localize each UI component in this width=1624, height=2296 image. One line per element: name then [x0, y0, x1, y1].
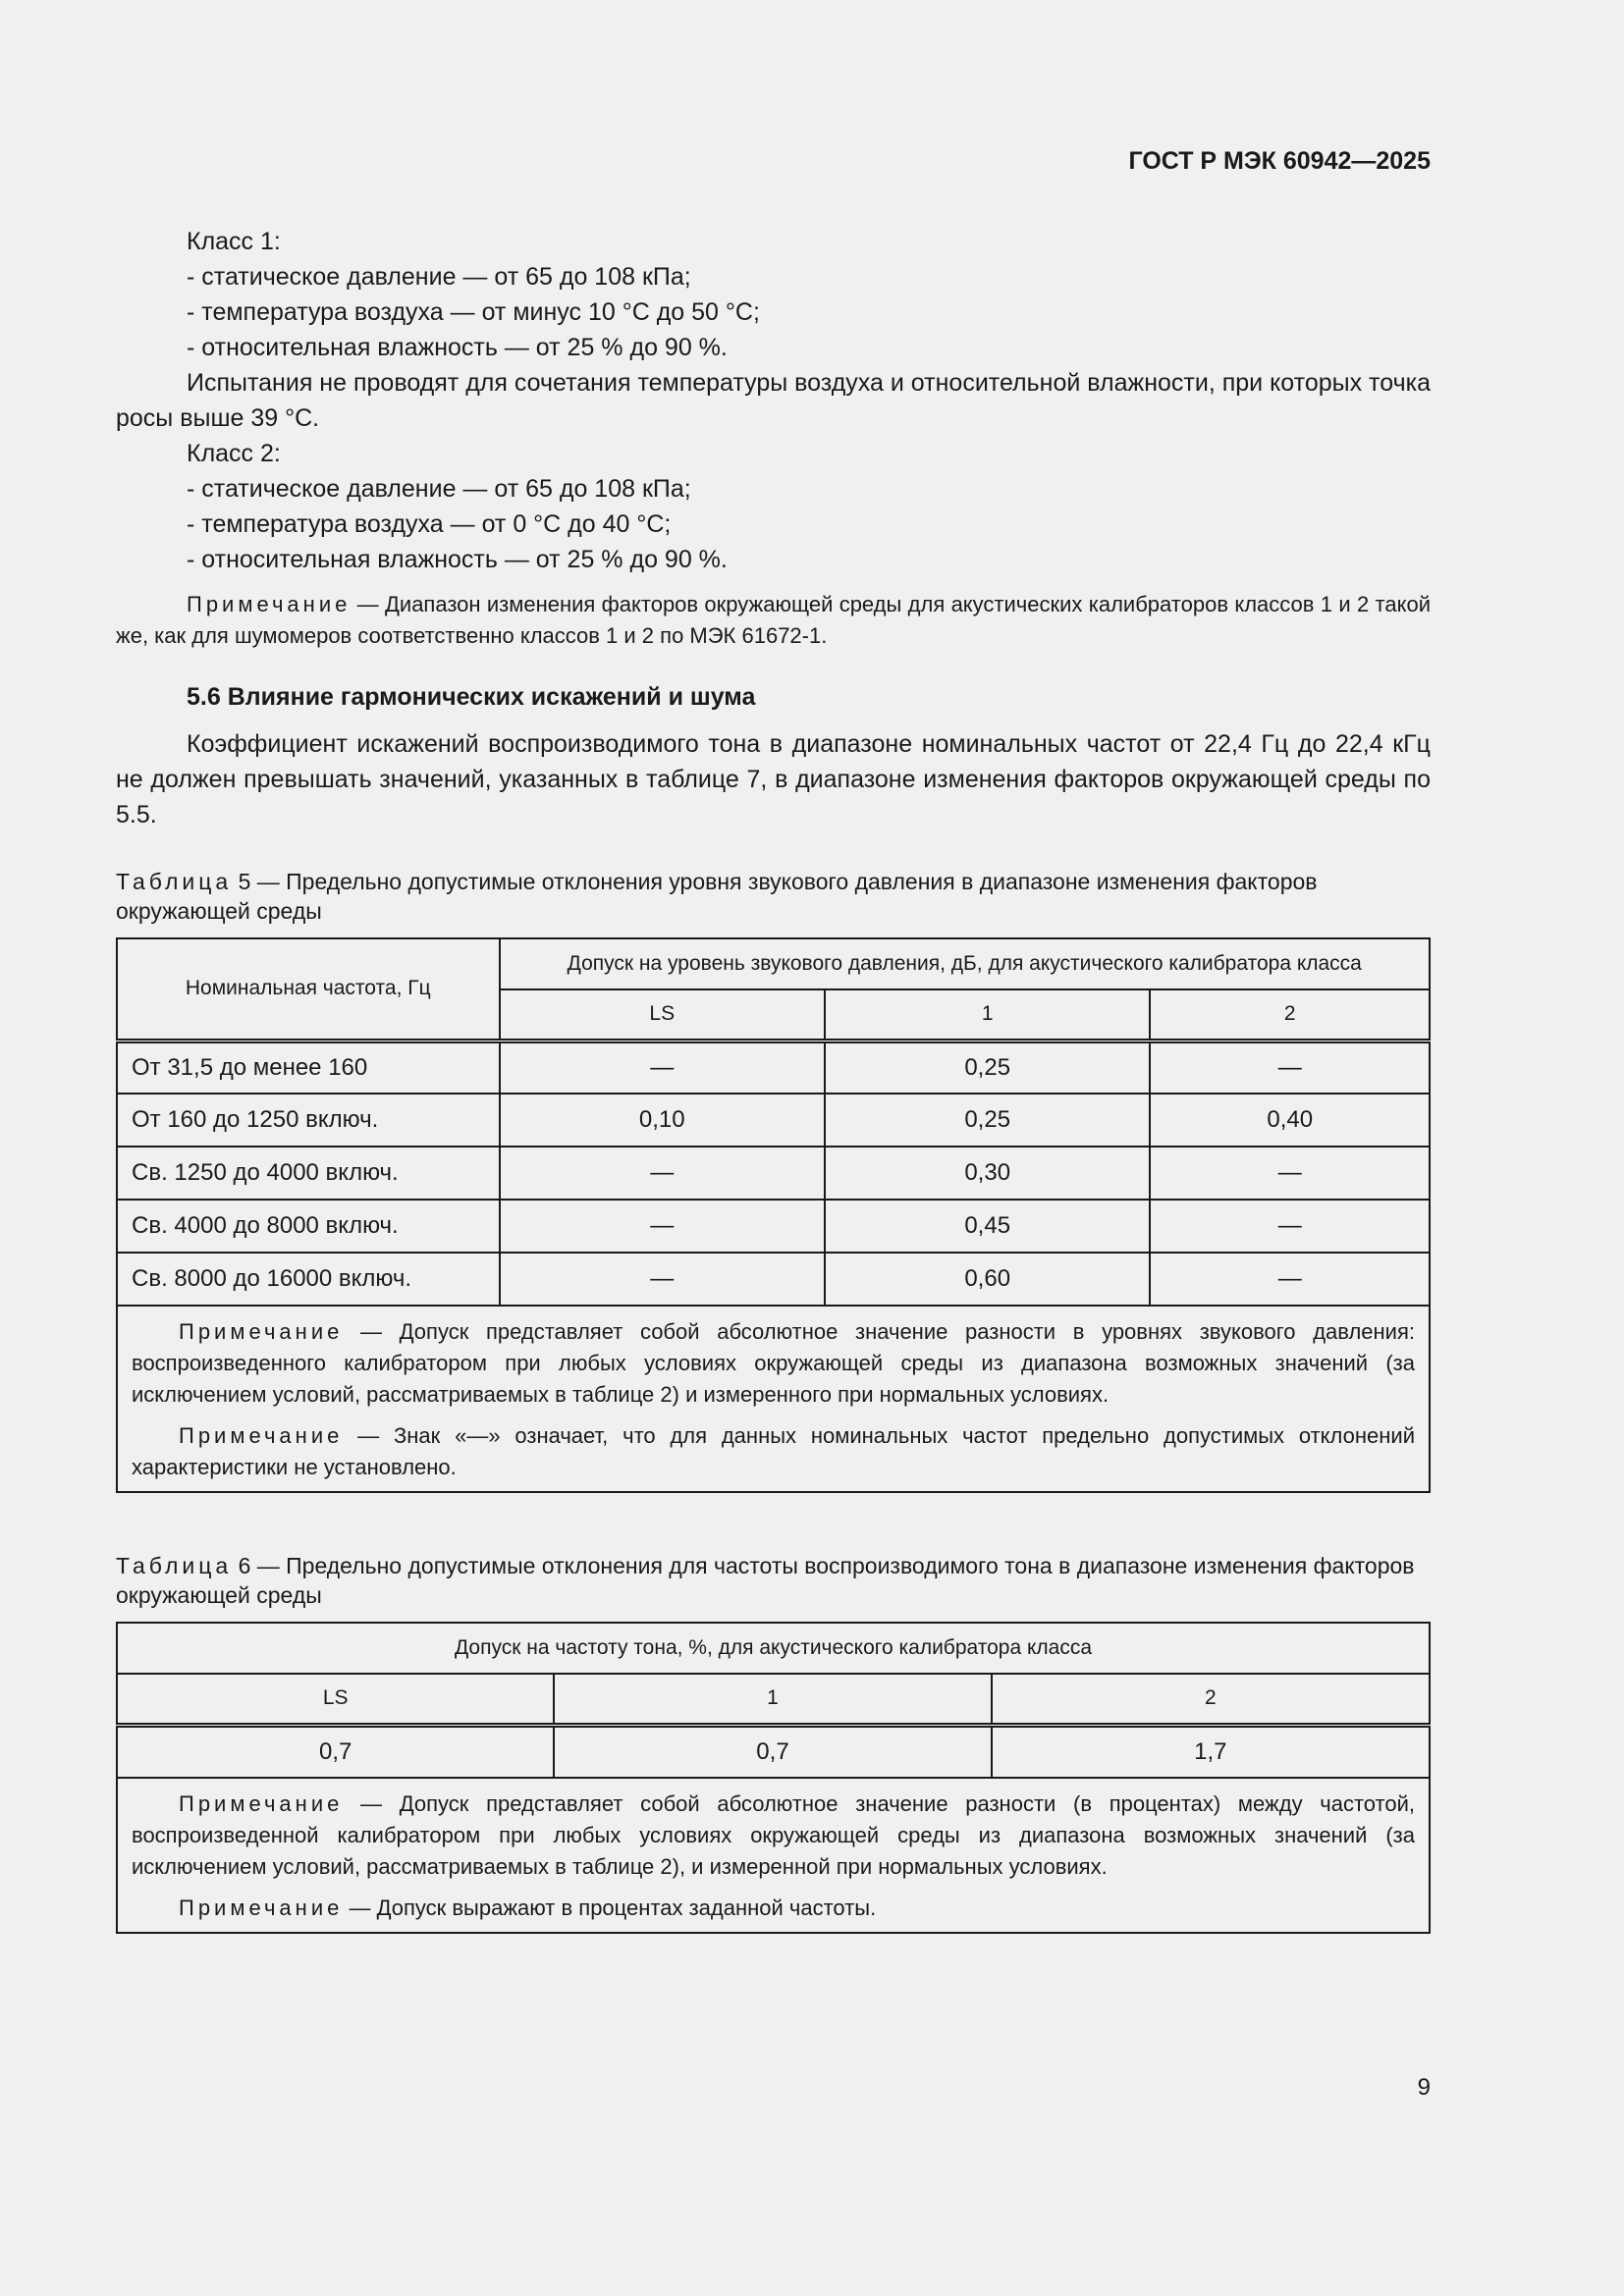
table5-cell-value: 0,30 — [825, 1147, 1150, 1200]
table6-header-tolerance: Допуск на частоту тона, %, для акустического калибратора класса — [117, 1623, 1430, 1674]
note-label: Примечание — [179, 1896, 344, 1920]
standard-designation: ГОСТ Р МЭК 60942—2025 — [1128, 147, 1431, 175]
class1-item: - температура воздуха — от минус 10 °С до 50 °С; — [187, 298, 760, 326]
table-row — [117, 1147, 1430, 1200]
table6-header-class: LS — [117, 1674, 554, 1725]
table5-cell-value: — — [1150, 1147, 1430, 1200]
table6-cell-value: 1,7 — [992, 1725, 1430, 1778]
table5-cell-value: — — [500, 1253, 825, 1306]
table5-cell-frequency: От 31,5 до менее 160 — [117, 1041, 500, 1094]
table5-cell-value: — — [500, 1200, 825, 1253]
table5-header-frequency: Номинальная частота, Гц — [117, 938, 500, 1041]
table5-cell-value: — — [1150, 1200, 1430, 1253]
table5-header-class: 2 — [1150, 989, 1430, 1041]
note-text: — Допуск представляет собой абсолютное значение разности (в процентах) между частотой, воспроизведенной калибратором при любых условиях окружающей среды из диапазона возможных значений (за исключением условий, рассматриваемых в таблице 2), и измеренной при нормальных условиях. — [132, 1791, 1415, 1879]
table-row — [117, 1253, 1430, 1306]
table5-cell-value: 0,40 — [1150, 1094, 1430, 1147]
table5-cell-value: — — [500, 1041, 825, 1094]
table5-header-class: LS — [500, 989, 825, 1041]
table5-cell-value: 0,25 — [825, 1041, 1150, 1094]
note-text: — Знак «—» означает, что для данных номинальных частот предельно допустимых отклонений характеристики не установлено. — [132, 1423, 1415, 1479]
table6-header-class: 2 — [992, 1674, 1430, 1725]
table5-note — [132, 1316, 1415, 1411]
table6 — [116, 1622, 1431, 1934]
table-row — [117, 1041, 1430, 1094]
class1-title: Класс 1: — [187, 228, 281, 255]
table-row — [117, 1725, 1430, 1778]
table6-cell-value: 0,7 — [554, 1725, 991, 1778]
table5-cell-frequency: Св. 1250 до 4000 включ. — [117, 1147, 500, 1200]
class1-item: - статическое давление — от 65 до 108 кПа; — [187, 263, 691, 291]
table6-note — [132, 1893, 1415, 1924]
table6-header-class: 1 — [554, 1674, 991, 1725]
class1-item: - относительная влажность — от 25 % до 90 %. — [187, 334, 728, 361]
section-heading: 5.6 Влияние гармонических искажений и шума — [187, 683, 756, 711]
table5-cell-value: 0,25 — [825, 1094, 1150, 1147]
table5-cell-value: — — [500, 1147, 825, 1200]
table5-cell-value: 0,10 — [500, 1094, 825, 1147]
table6-notes — [117, 1778, 1430, 1933]
table5-header-tolerance: Допуск на уровень звукового давления, дБ, для акустического калибратора класса — [500, 938, 1430, 989]
table5 — [116, 937, 1431, 1493]
table5-cell-frequency: От 160 до 1250 включ. — [117, 1094, 500, 1147]
note-label: Примечание — [179, 1423, 344, 1448]
note-environment — [116, 589, 1431, 652]
class2-item: - относительная влажность — от 25 % до 90 %. — [187, 546, 728, 573]
table5-cell-value: — — [1150, 1253, 1430, 1306]
note-text: — Диапазон изменения факторов окружающей среды для акустических калибраторов классов 1 и 2 такой же, как для шумомеров соответственно классов 1 и 2 по МЭК 61672-1. — [116, 592, 1431, 648]
section-5-6 — [116, 679, 1431, 832]
note-text: — Допуск выражают в процентах заданной частоты. — [343, 1896, 877, 1920]
table5-cell-value: — — [1150, 1041, 1430, 1094]
table5-cell-value: 0,60 — [825, 1253, 1150, 1306]
class2-item: - температура воздуха — от 0 °С до 40 °С; — [187, 510, 672, 538]
table5-note — [132, 1420, 1415, 1483]
table5-caption-text: 5 — Предельно допустимые отклонения уровня звукового давления в диапазоне изменения факторов окружающей среды — [116, 869, 1318, 924]
table5-cell-frequency: Св. 4000 до 8000 включ. — [117, 1200, 500, 1253]
table5-notes — [117, 1306, 1430, 1492]
table5-caption-label: Таблица — [116, 869, 233, 894]
exclusion-paragraph: Испытания не проводят для сочетания температуры воздуха и относительной влажности, при которых точка росы выше 39 °С. — [116, 369, 1431, 432]
table6-caption — [116, 1551, 1431, 1610]
note-label: Примечание — [179, 1319, 344, 1344]
note-text: — Допуск представляет собой абсолютное значение разности в уровнях звукового давления: воспроизведенного калибратором при любых условиях окружающей среды из диапазона возможных значений (за исключением условий, рассматриваемых в таблице 2) и измеренного при нормальных условиях. — [132, 1319, 1415, 1407]
table-row — [117, 1200, 1430, 1253]
table5-header-class: 1 — [825, 989, 1150, 1041]
environment-classes — [116, 224, 1431, 652]
table5-cell-value: 0,45 — [825, 1200, 1150, 1253]
table6-cell-value: 0,7 — [117, 1725, 554, 1778]
table5-cell-frequency: Св. 8000 до 16000 включ. — [117, 1253, 500, 1306]
table6-caption-text: 6 — Предельно допустимые отклонения для частоты воспроизводимого тона в диапазоне изменения факторов окружающей среды — [116, 1553, 1415, 1608]
table-row — [117, 1094, 1430, 1147]
note-label: Примечание — [187, 592, 352, 616]
class2-item: - статическое давление — от 65 до 108 кПа; — [187, 475, 691, 503]
table5-caption — [116, 867, 1431, 926]
table6-caption-label: Таблица — [116, 1553, 233, 1578]
section-paragraph: Коэффициент искажений воспроизводимого тона в диапазоне номинальных частот от 22,4 Гц до 22,4 кГц не должен превышать значений, указанных в таблице 7, в диапазоне изменения факторов окружающей среды по 5.5. — [116, 730, 1431, 828]
page-number: 9 — [1417, 2074, 1431, 2101]
table6-note — [132, 1789, 1415, 1883]
note-label: Примечание — [179, 1791, 344, 1816]
class2-title: Класс 2: — [187, 440, 281, 467]
